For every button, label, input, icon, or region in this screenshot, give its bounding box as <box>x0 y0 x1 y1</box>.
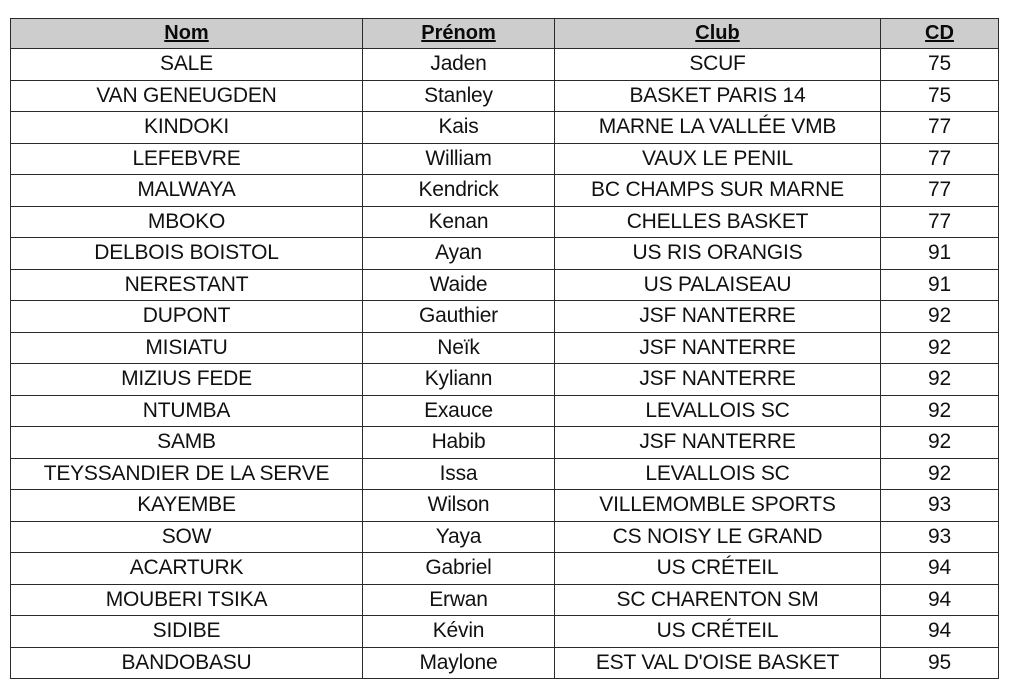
cell-cd: 92 <box>881 364 999 396</box>
cell-prenom: Waide <box>363 269 555 301</box>
cell-prenom: Stanley <box>363 80 555 112</box>
header-prenom: Prénom <box>363 19 555 49</box>
cell-club: JSF NANTERRE <box>555 427 881 459</box>
table-row <box>11 364 999 396</box>
header-club: Club <box>555 19 881 49</box>
cell-nom: SOW <box>11 521 363 553</box>
cell-prenom: Kyliann <box>363 364 555 396</box>
cell-nom: NTUMBA <box>11 395 363 427</box>
cell-prenom: Habib <box>363 427 555 459</box>
cell-nom: TEYSSANDIER DE LA SERVE <box>11 458 363 490</box>
table-row <box>11 616 999 648</box>
cell-prenom: Kais <box>363 112 555 144</box>
cell-nom: KINDOKI <box>11 112 363 144</box>
cell-club: BC CHAMPS SUR MARNE <box>555 175 881 207</box>
table-row <box>11 112 999 144</box>
cell-prenom: Gabriel <box>363 553 555 585</box>
table-row <box>11 458 999 490</box>
cell-nom: DELBOIS BOISTOL <box>11 238 363 270</box>
cell-prenom: Kendrick <box>363 175 555 207</box>
cell-prenom: Erwan <box>363 584 555 616</box>
table-row <box>11 553 999 585</box>
cell-prenom: William <box>363 143 555 175</box>
cell-cd: 94 <box>881 553 999 585</box>
table-row <box>11 206 999 238</box>
header-row <box>11 19 999 49</box>
cell-cd: 77 <box>881 206 999 238</box>
player-roster-table <box>10 18 999 679</box>
cell-club: US RIS ORANGIS <box>555 238 881 270</box>
cell-prenom: Wilson <box>363 490 555 522</box>
cell-nom: SAMB <box>11 427 363 459</box>
cell-club: VILLEMOMBLE SPORTS <box>555 490 881 522</box>
cell-club: JSF NANTERRE <box>555 301 881 333</box>
cell-club: US PALAISEAU <box>555 269 881 301</box>
cell-club: LEVALLOIS SC <box>555 395 881 427</box>
cell-nom: MALWAYA <box>11 175 363 207</box>
cell-nom: BANDOBASU <box>11 647 363 679</box>
cell-nom: MISIATU <box>11 332 363 364</box>
table-row <box>11 521 999 553</box>
table-row <box>11 175 999 207</box>
cell-club: CS NOISY LE GRAND <box>555 521 881 553</box>
cell-cd: 93 <box>881 521 999 553</box>
document-sheet <box>10 18 998 679</box>
cell-club: SC CHARENTON SM <box>555 584 881 616</box>
table-row <box>11 269 999 301</box>
cell-nom: KAYEMBE <box>11 490 363 522</box>
cell-cd: 91 <box>881 269 999 301</box>
cell-cd: 92 <box>881 395 999 427</box>
header-nom: Nom <box>11 19 363 49</box>
table-row <box>11 647 999 679</box>
cell-cd: 92 <box>881 301 999 333</box>
cell-club: LEVALLOIS SC <box>555 458 881 490</box>
cell-nom: LEFEBVRE <box>11 143 363 175</box>
table-row <box>11 395 999 427</box>
cell-prenom: Neïk <box>363 332 555 364</box>
cell-cd: 93 <box>881 490 999 522</box>
cell-club: US CRÉTEIL <box>555 616 881 648</box>
cell-prenom: Kenan <box>363 206 555 238</box>
cell-club: CHELLES BASKET <box>555 206 881 238</box>
table-row <box>11 427 999 459</box>
cell-club: US CRÉTEIL <box>555 553 881 585</box>
cell-nom: SIDIBE <box>11 616 363 648</box>
cell-nom: MOUBERI TSIKA <box>11 584 363 616</box>
cell-cd: 92 <box>881 458 999 490</box>
cell-nom: MIZIUS FEDE <box>11 364 363 396</box>
cell-cd: 75 <box>881 80 999 112</box>
cell-nom: NERESTANT <box>11 269 363 301</box>
table-row <box>11 490 999 522</box>
cell-nom: MBOKO <box>11 206 363 238</box>
cell-cd: 77 <box>881 112 999 144</box>
cell-club: JSF NANTERRE <box>555 332 881 364</box>
cell-nom: DUPONT <box>11 301 363 333</box>
table-header <box>11 19 999 49</box>
cell-club: JSF NANTERRE <box>555 364 881 396</box>
cell-nom: ACARTURK <box>11 553 363 585</box>
cell-prenom: Exauce <box>363 395 555 427</box>
cell-cd: 94 <box>881 584 999 616</box>
cell-nom: VAN GENEUGDEN <box>11 80 363 112</box>
table-row <box>11 80 999 112</box>
cell-nom: SALE <box>11 49 363 81</box>
cell-club: SCUF <box>555 49 881 81</box>
cell-prenom: Kévin <box>363 616 555 648</box>
cell-prenom: Jaden <box>363 49 555 81</box>
cell-cd: 77 <box>881 175 999 207</box>
table-row <box>11 143 999 175</box>
cell-prenom: Issa <box>363 458 555 490</box>
cell-prenom: Ayan <box>363 238 555 270</box>
cell-club: BASKET PARIS 14 <box>555 80 881 112</box>
cell-cd: 92 <box>881 427 999 459</box>
cell-club: EST VAL D'OISE BASKET <box>555 647 881 679</box>
cell-club: MARNE LA VALLÉE VMB <box>555 112 881 144</box>
cell-club: VAUX LE PENIL <box>555 143 881 175</box>
cell-cd: 94 <box>881 616 999 648</box>
cell-prenom: Gauthier <box>363 301 555 333</box>
table-row <box>11 301 999 333</box>
cell-cd: 92 <box>881 332 999 364</box>
cell-prenom: Maylone <box>363 647 555 679</box>
table-row <box>11 332 999 364</box>
cell-cd: 91 <box>881 238 999 270</box>
table-row <box>11 238 999 270</box>
cell-prenom: Yaya <box>363 521 555 553</box>
table-row <box>11 584 999 616</box>
cell-cd: 77 <box>881 143 999 175</box>
header-cd: CD <box>881 19 999 49</box>
cell-cd: 75 <box>881 49 999 81</box>
cell-cd: 95 <box>881 647 999 679</box>
table-body <box>11 49 999 679</box>
table-row <box>11 49 999 81</box>
